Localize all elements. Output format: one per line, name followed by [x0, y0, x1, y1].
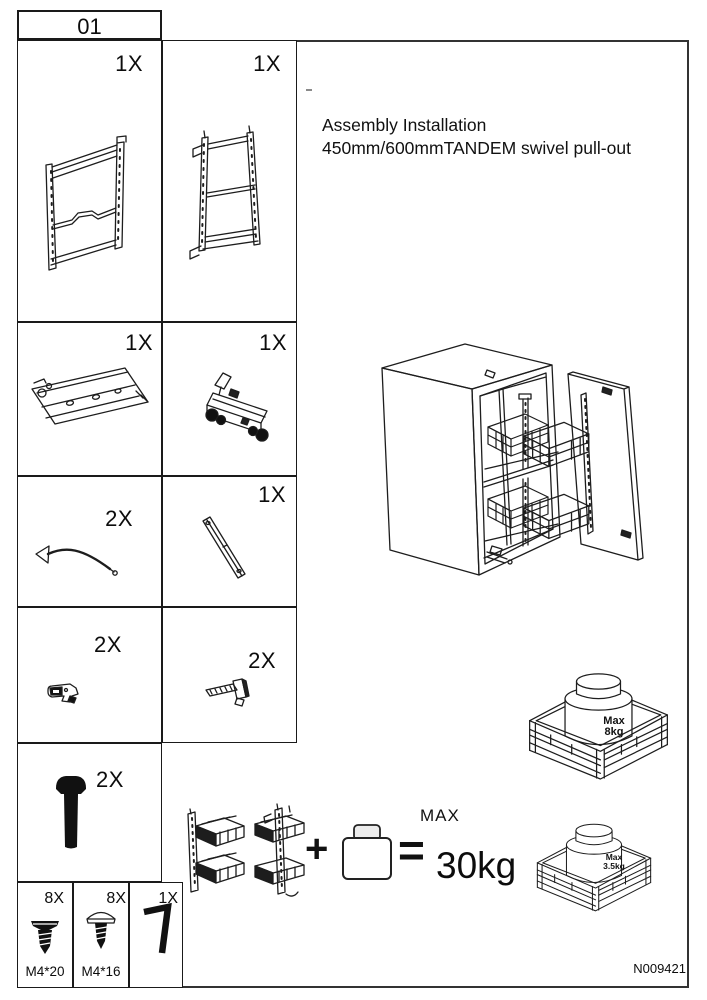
part-cell-back-frame — [17, 40, 162, 322]
part-cell-screw-m4x16 — [73, 882, 129, 988]
max-total-label: MAX — [420, 806, 460, 825]
weight-block-icon — [340, 822, 394, 884]
qty-hook-rack: 1X — [253, 51, 281, 76]
part-corner-bracket-illustration — [18, 608, 163, 744]
label-screw-m4x20: M4*20 — [25, 964, 65, 979]
max-load-lower-value: 3.5kg — [603, 861, 625, 871]
label-screw-m4x16: M4*16 — [81, 964, 121, 979]
part-cell-curved-rod — [17, 476, 162, 607]
part-cell-arm-bracket — [162, 607, 297, 743]
qty-screw-m4x20: 8X — [44, 890, 64, 907]
max-load-upper-value: 8kg — [604, 726, 624, 738]
title-line-1: Assembly Installation — [322, 115, 487, 135]
qty-pivot-bolt: 2X — [96, 767, 124, 792]
title-line-2: 450mm/600mmTANDEM swivel pull-out — [322, 138, 631, 158]
part-cell-hex-key — [129, 882, 183, 988]
cabinet-assembly-illustration — [372, 332, 692, 587]
equals-sign: = — [398, 824, 425, 876]
qty-slide-rail: 1X — [125, 330, 153, 355]
plus-sign: + — [305, 827, 329, 871]
part-hook-rack-illustration — [163, 41, 298, 323]
max-total-value: 30kg — [436, 845, 517, 886]
part-roller-carriage-illustration — [163, 323, 298, 477]
qty-back-frame: 1X — [115, 51, 143, 76]
part-cell-corner-bracket — [17, 607, 162, 743]
page-number-box — [17, 10, 162, 40]
part-cell-hook-rack — [162, 40, 297, 322]
part-cell-screw-m4x20 — [17, 882, 73, 988]
qty-hex-key: 1X — [158, 890, 178, 907]
qty-arm-bracket: 2X — [248, 648, 276, 673]
part-back-frame-illustration — [18, 41, 163, 323]
document-title — [322, 114, 631, 160]
part-cell-straight-bar — [162, 476, 297, 607]
max-load-lower — [594, 853, 634, 871]
part-cell-slide-rail — [17, 322, 162, 476]
page-number: 01 — [77, 14, 102, 39]
part-straight-bar-illustration — [163, 477, 298, 608]
qty-roller-carriage: 1X — [259, 330, 287, 355]
max-load-upper-label: Max — [603, 715, 625, 727]
equation-rack-left-illustration — [182, 808, 248, 896]
part-pivot-bolt-illustration — [18, 744, 163, 883]
stray-mark — [306, 89, 312, 91]
part-cell-roller-carriage — [162, 322, 297, 476]
max-load-upper — [592, 716, 636, 738]
qty-curved-rod: 2X — [105, 506, 133, 531]
qty-screw-m4x16: 8X — [106, 890, 126, 907]
part-curved-rod-illustration — [18, 477, 163, 608]
equation-rack-right-illustration — [250, 802, 308, 900]
part-slide-rail-illustration — [18, 323, 163, 477]
part-cell-pivot-bolt — [17, 743, 162, 882]
max-load-lower-label: Max — [605, 852, 623, 862]
qty-corner-bracket: 2X — [94, 632, 122, 657]
part-hex-key-illustration — [130, 883, 184, 989]
part-arm-bracket-illustration — [163, 608, 298, 744]
qty-straight-bar: 1X — [258, 482, 286, 507]
document-code: N009421 — [633, 961, 686, 976]
